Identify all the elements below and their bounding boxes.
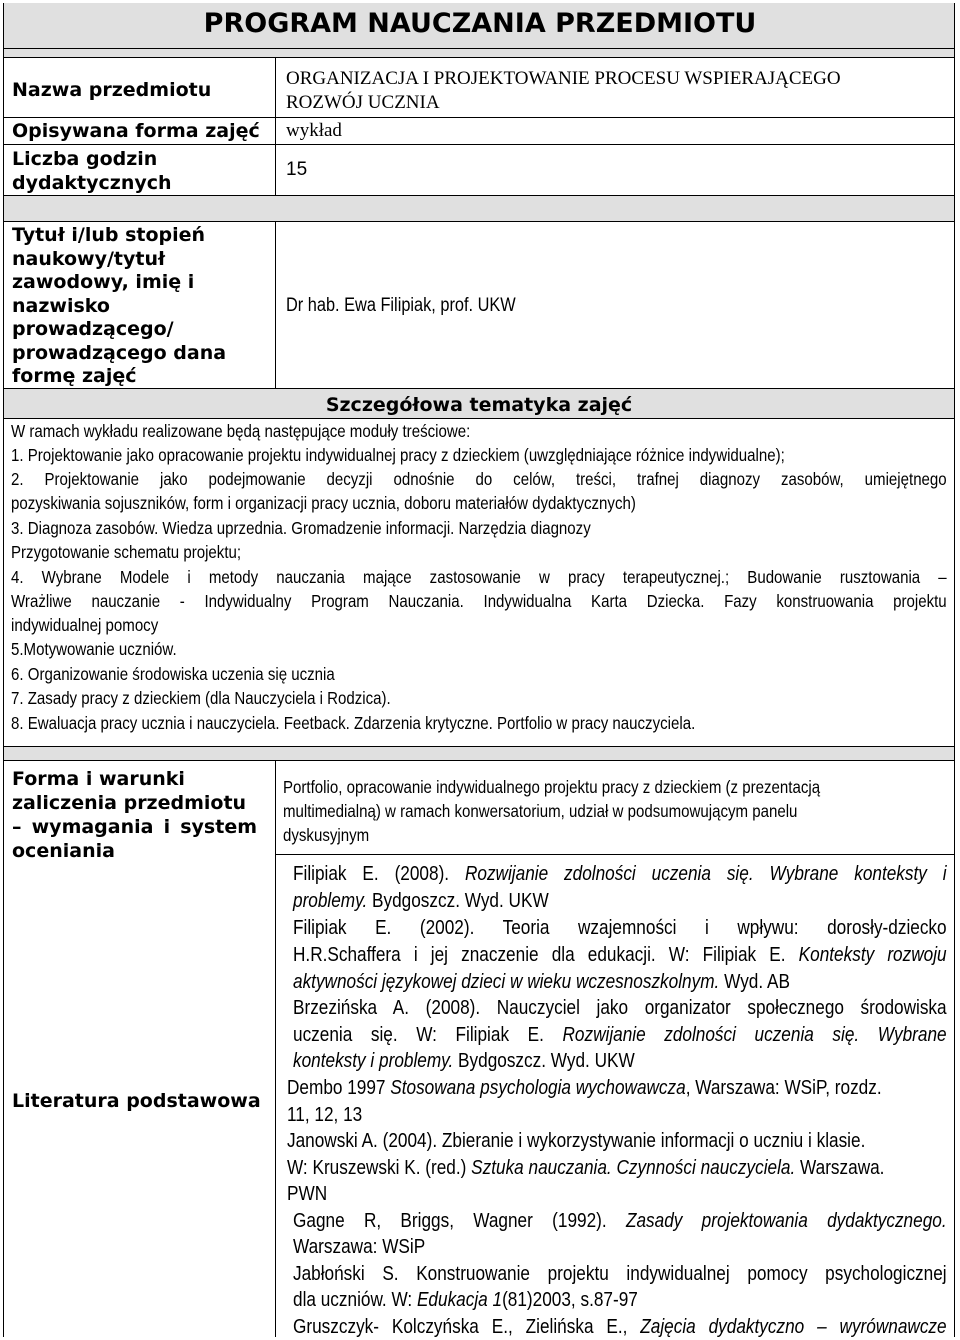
topic-line: W ramach wykładu realizowane będą następujące moduły treściowe: [11,421,471,441]
page-title: PROGRAM NAUCZANIA PRZEDMIOTU [4,3,954,48]
topic-line: indywidualnej pomocy [11,615,159,635]
reference-title: Konteksty rozwoju [798,944,947,966]
reference-line: uczenia się. W: Filipiak E. [293,1024,563,1046]
reference-publisher: Wyd. AB [719,971,790,993]
topic-line: 6. Organizowanie środowiska uczenia się ucznia [11,664,335,684]
lecturer-label-line: zawodowy, imię i [12,271,195,293]
reference-title: Rozwijanie zdolności uczenia się. Wybrane konteksty i [464,863,947,885]
reference-line: Filipiak E. (2002). Teoria wzajemności i wpływu: dorosły-dziecko [293,917,947,939]
document-frame [3,3,955,1337]
spacer-bar [4,49,954,57]
lecturer-label-line: prowadzącego dana [12,341,227,364]
assessment-label-line: – wymagania i system [12,816,257,838]
reference-author: Gruszczyk- Kolczyńska E., Zielińska E., [293,1316,641,1338]
lecturer-value [286,295,553,317]
class-form-value: wykład [286,120,342,141]
topic-line: Przygotowanie schematu projektu; [11,542,242,562]
topics-list [11,421,947,741]
hours-label [12,147,172,195]
reference-title: aktywności językowej dzieci w wieku wczesnoszkolnym. [293,971,720,993]
reference-title: Rozwijanie zdolności uczenia się. Wybrane [562,1024,947,1046]
reference-line: Janowski A. (2004). Zbieranie i wykorzystywanie informacji o uczniu i klasie. [287,1130,866,1152]
assessment-line: Portfolio, opracowanie indywidualnego projektu pracy z dzieckiem (z prezentacją [283,777,821,797]
reference-publisher: (81)2003, s.87-97 [502,1289,638,1311]
assessment-label [12,767,267,863]
topic-line: Wrażliwe nauczanie - Indywidualny Program Nauczania. Indywidualna Karta Dziecka. Fazy konstruowania projektu [11,591,947,611]
topics-heading: Szczegółowa tematyka zajęć [4,389,954,418]
reference-title: Zajęcia dydaktyczno – wyrównawcze [640,1316,947,1338]
topic-line: 5.Motywowanie uczniów. [11,639,177,659]
reference-title: konteksty i problemy. [293,1050,454,1072]
spacer-bar-2 [4,196,954,221]
topic-line: 7. Zasady pracy z dzieckiem (dla Nauczyciela i Rodzica). [11,688,391,708]
topic-line: 4. Wybrane Modele i metody nauczania mające zastosowanie w pracy terapeutycznej.; Budowanie rusztowania – [11,567,947,587]
subject-name-value [286,67,841,115]
reference-line: dla uczniów. W: [293,1289,417,1311]
reference-title: Zasady projektowania dydaktycznego. [625,1210,947,1232]
spacer-bar-3 [4,747,954,760]
reference-publisher: , Warszawa: WSiP, rozdz. [685,1077,882,1099]
assessment-label-line: Forma i warunki [12,768,185,790]
topic-line: 3. Diagnoza zasobów. Wiedza uprzednia. Gromadzenie informacji. Narzędzia diagnozy [11,518,591,538]
lecturer-label-line: formę zajęć [12,365,137,387]
reference-line: Brzezińska A. (2008). Nauczyciel jako organizator społecznego środowiska [293,997,947,1019]
reference-title: Stosowana psychologia wychowawcza [390,1077,686,1099]
reference-author: Gagne R, Briggs, Wagner (1992). [293,1210,626,1232]
class-form-label: Opisywana forma zajęć [12,120,260,142]
topic-line: pozyskiwania sojuszników, form i organizacji pracy ucznia, doboru materiałów dydaktycznych) [11,493,636,513]
assessment-label-line: oceniania [12,840,115,862]
reference-publisher: Warszawa: WSiP [293,1236,426,1258]
reference-author: Filipiak E. (2008). [293,863,465,885]
lecturer-value-text: Dr hab. Ewa Filipiak, prof. UKW [286,295,516,316]
hours-label-line-2: dydaktycznych [12,172,172,194]
subject-name-line-1: ORGANIZACJA I PROJEKTOWANIE PROCESU WSPIERAJĄCEGO [286,68,841,89]
lecturer-label [12,224,226,389]
assessment-line: dyskusyjnym [283,825,370,845]
reference-line: H.R.Schaffera i jej znaczenie dla edukacji. W: Filipiak E. [293,944,799,966]
lecturer-label-line: nazwisko [12,294,110,317]
reference-publisher: Warszawa. [795,1157,885,1179]
lecturer-label-line: prowadzącego/ [12,318,174,340]
reference-title: problemy. [293,890,368,912]
reference-publisher: Bydgoszcz. Wyd. UKW [367,890,549,912]
assessment-line: multimedialną) w ramach konwersatorium, udział w podsumowującym panelu [283,801,798,821]
literature-label: Literatura podstawowa [12,1090,261,1112]
topic-line: 8. Ewaluacja pracy ucznia i nauczyciela. Feetback. Zdarzenia krytyczne. Portfolio w pracy nauczyciela. [11,713,696,733]
subject-name-line-2: ROZWÓJ UCZNIA [286,92,440,113]
reference-title: Edukacja 1 [416,1289,503,1311]
literature-list [287,859,949,1339]
topic-line: 1. Projektowanie jako opracowanie projektu indywidualnej pracy z dzieckiem (uwzględniające różnice indywidualne); [11,445,785,465]
reference-line: PWN [287,1183,328,1205]
reference-line: Jabłoński S. Konstruowanie projektu indywidualnej pomocy psychologicznej [293,1263,947,1285]
reference-line: 11, 12, 13 [287,1104,363,1126]
reference-line: W: Kruszewski K. (red.) [287,1157,472,1179]
hours-label-line-1: Liczba godzin [12,148,158,170]
reference-publisher: Bydgoszcz. Wyd. UKW [453,1050,635,1072]
topic-line: 2. Projektowanie jako podejmowanie decyzji odnośnie do celów, treści, trafnej diagnozy zasobów, umiejętnego [11,469,947,489]
lecturer-label-line: naukowy/tytuł [12,247,166,270]
lecturer-label-line: Tytuł i/lub stopień [12,224,206,246]
assessment-label-line: zaliczenia przedmiotu [12,792,247,814]
reference-author: Dembo 1997 [287,1077,391,1099]
hours-value: 15 [286,159,308,180]
subject-name-label: Nazwa przedmiotu [12,79,212,101]
reference-title: Sztuka nauczania. Czynności nauczyciela. [471,1157,796,1179]
